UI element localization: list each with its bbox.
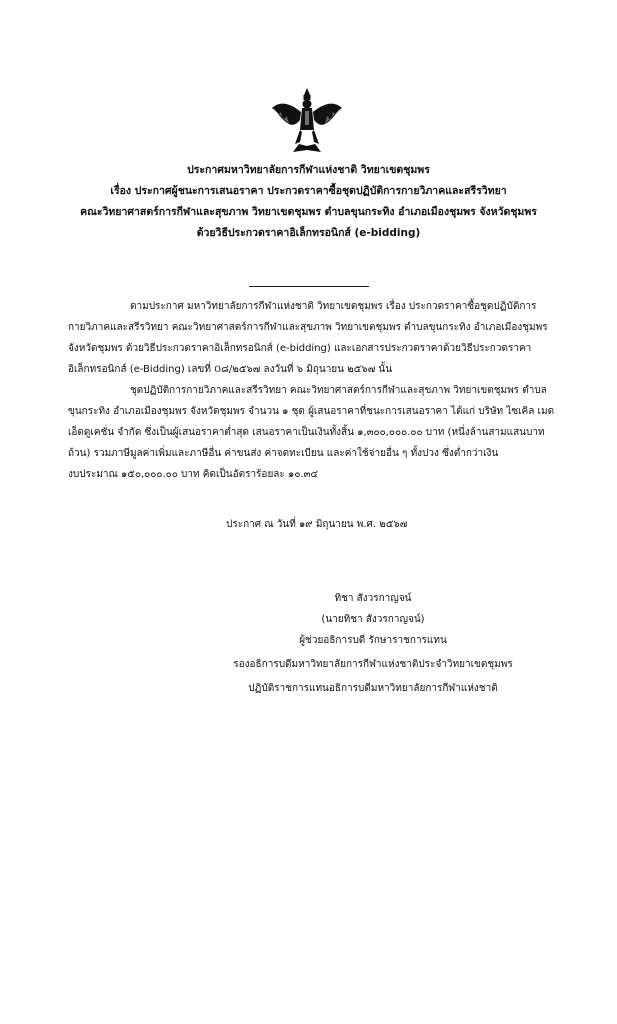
header-subject: เรื่อง ประกาศผู้ชนะการเสนอราคา ประกวดราคาซื้อชุดปฏิบัติการกายวิภาคและสรีรวิทยา <box>110 185 507 197</box>
paragraph2-line4: ถ้วน) รวมภาษีมูลค่าเพิ่มและภาษีอื่น ค่าขนส่ง ค่าจดทะเบียน และค่าใช้จ่ายอื่น ๆ ทั้งปวง ซึ่งต่ำกว่าเงิน <box>68 448 499 459</box>
paragraph1-line1: ตามประกาศ มหาวิทยาลัยการกีฬาแห่งชาติ วิทยาเขตชุมพร เรื่อง ประกวดราคาซื้อชุดปฏิบัติการ <box>130 301 537 312</box>
paragraph2-line3: เอ็ดดูเคชั่น จำกัด ซึ่งเป็นผู้เสนอราคาต่ำสุด เสนอราคาเป็นเงินทั้งสิ้น ๑,๓๐๐,๐๐๐.๐๐ บาท (หนึ่งล้านสามแสนบาท <box>68 427 545 438</box>
signature-position1: ผู้ช่วยอธิการบดี รักษาราชการแทน <box>299 635 447 646</box>
header-faculty: คณะวิทยาศาสตร์การกีฬาและสุขภาพ วิทยาเขตชุมพร ตำบลขุนกระทิง อำเภอเมืองชุมพร จังหวัดชุมพร <box>80 206 537 218</box>
announcement-date: ประกาศ ณ วันที่ ๑๙ มิถุนายน พ.ศ. ๒๕๖๗ <box>226 519 408 530</box>
paragraph1-line3: จังหวัดชุมพร ด้วยวิธีประกวดราคาอิเล็กทรอนิกส์ (e-bidding) และเอกสารประกวดราคาด้วยวิธีประกวดราคา <box>68 343 532 354</box>
paragraph1-line4: อิเล็กทรอนิกส์ (e-Bidding) เลขที่ ០๘/๒๕๖๗ ลงวันที่ ๖ มิถุนายน ๒๕๖๗ นั้น <box>68 364 393 375</box>
divider <box>249 286 369 287</box>
paragraph2-line1: ชุดปฏิบัติการกายวิภาคและสรีรวิทยา คณะวิทยาศาสตร์การกีฬาและสุขภาพ วิทยาเขตชุมพร ตำบล <box>130 385 547 396</box>
paragraph2-line5: งบประมาณ ๑๕๐,๐๐๐.๐๐ บาท คิดเป็นอัตราร้อยละ ๑๐.๓๔ <box>68 469 319 480</box>
signature-name: ทิชา สังวรกาญจน์ <box>334 593 412 604</box>
paragraph1-line2: กายวิภาคและสรีรวิทยา คณะวิทยาศาสตร์การกีฬาและสุขภาพ วิทยาเขตชุมพร ตำบลขุนกระทิง อำเภอเมืองชุมพร <box>68 322 548 333</box>
garuda-emblem-icon <box>269 86 345 154</box>
header-title: ประกาศมหาวิทยาลัยการกีฬาแห่งชาติ วิทยาเขตชุมพร <box>187 164 430 176</box>
signature-full-name: (นายทิชา สังวรกาญจน์) <box>321 614 425 625</box>
header-method: ด้วยวิธีประกวดราคาอิเล็กทรอนิกส์ (e-bidding) <box>196 227 421 239</box>
signature-position2: รองอธิการบดีมหาวิทยาลัยการกีฬาแห่งชาติประจำวิทยาเขตชุมพร <box>233 659 513 670</box>
signature-position3: ปฏิบัติราชการแทนอธิการบดีมหาวิทยาลัยการกีฬาแห่งชาติ <box>248 683 498 694</box>
paragraph2-line2: ขุนกระทิง อำเภอเมืองชุมพร จังหวัดชุมพร จำนวน ๑ ชุด ผู้เสนอราคาที่ชนะการเสนอราคา ได้แก่ บริษัท ไซเคิล เมด <box>68 406 555 417</box>
